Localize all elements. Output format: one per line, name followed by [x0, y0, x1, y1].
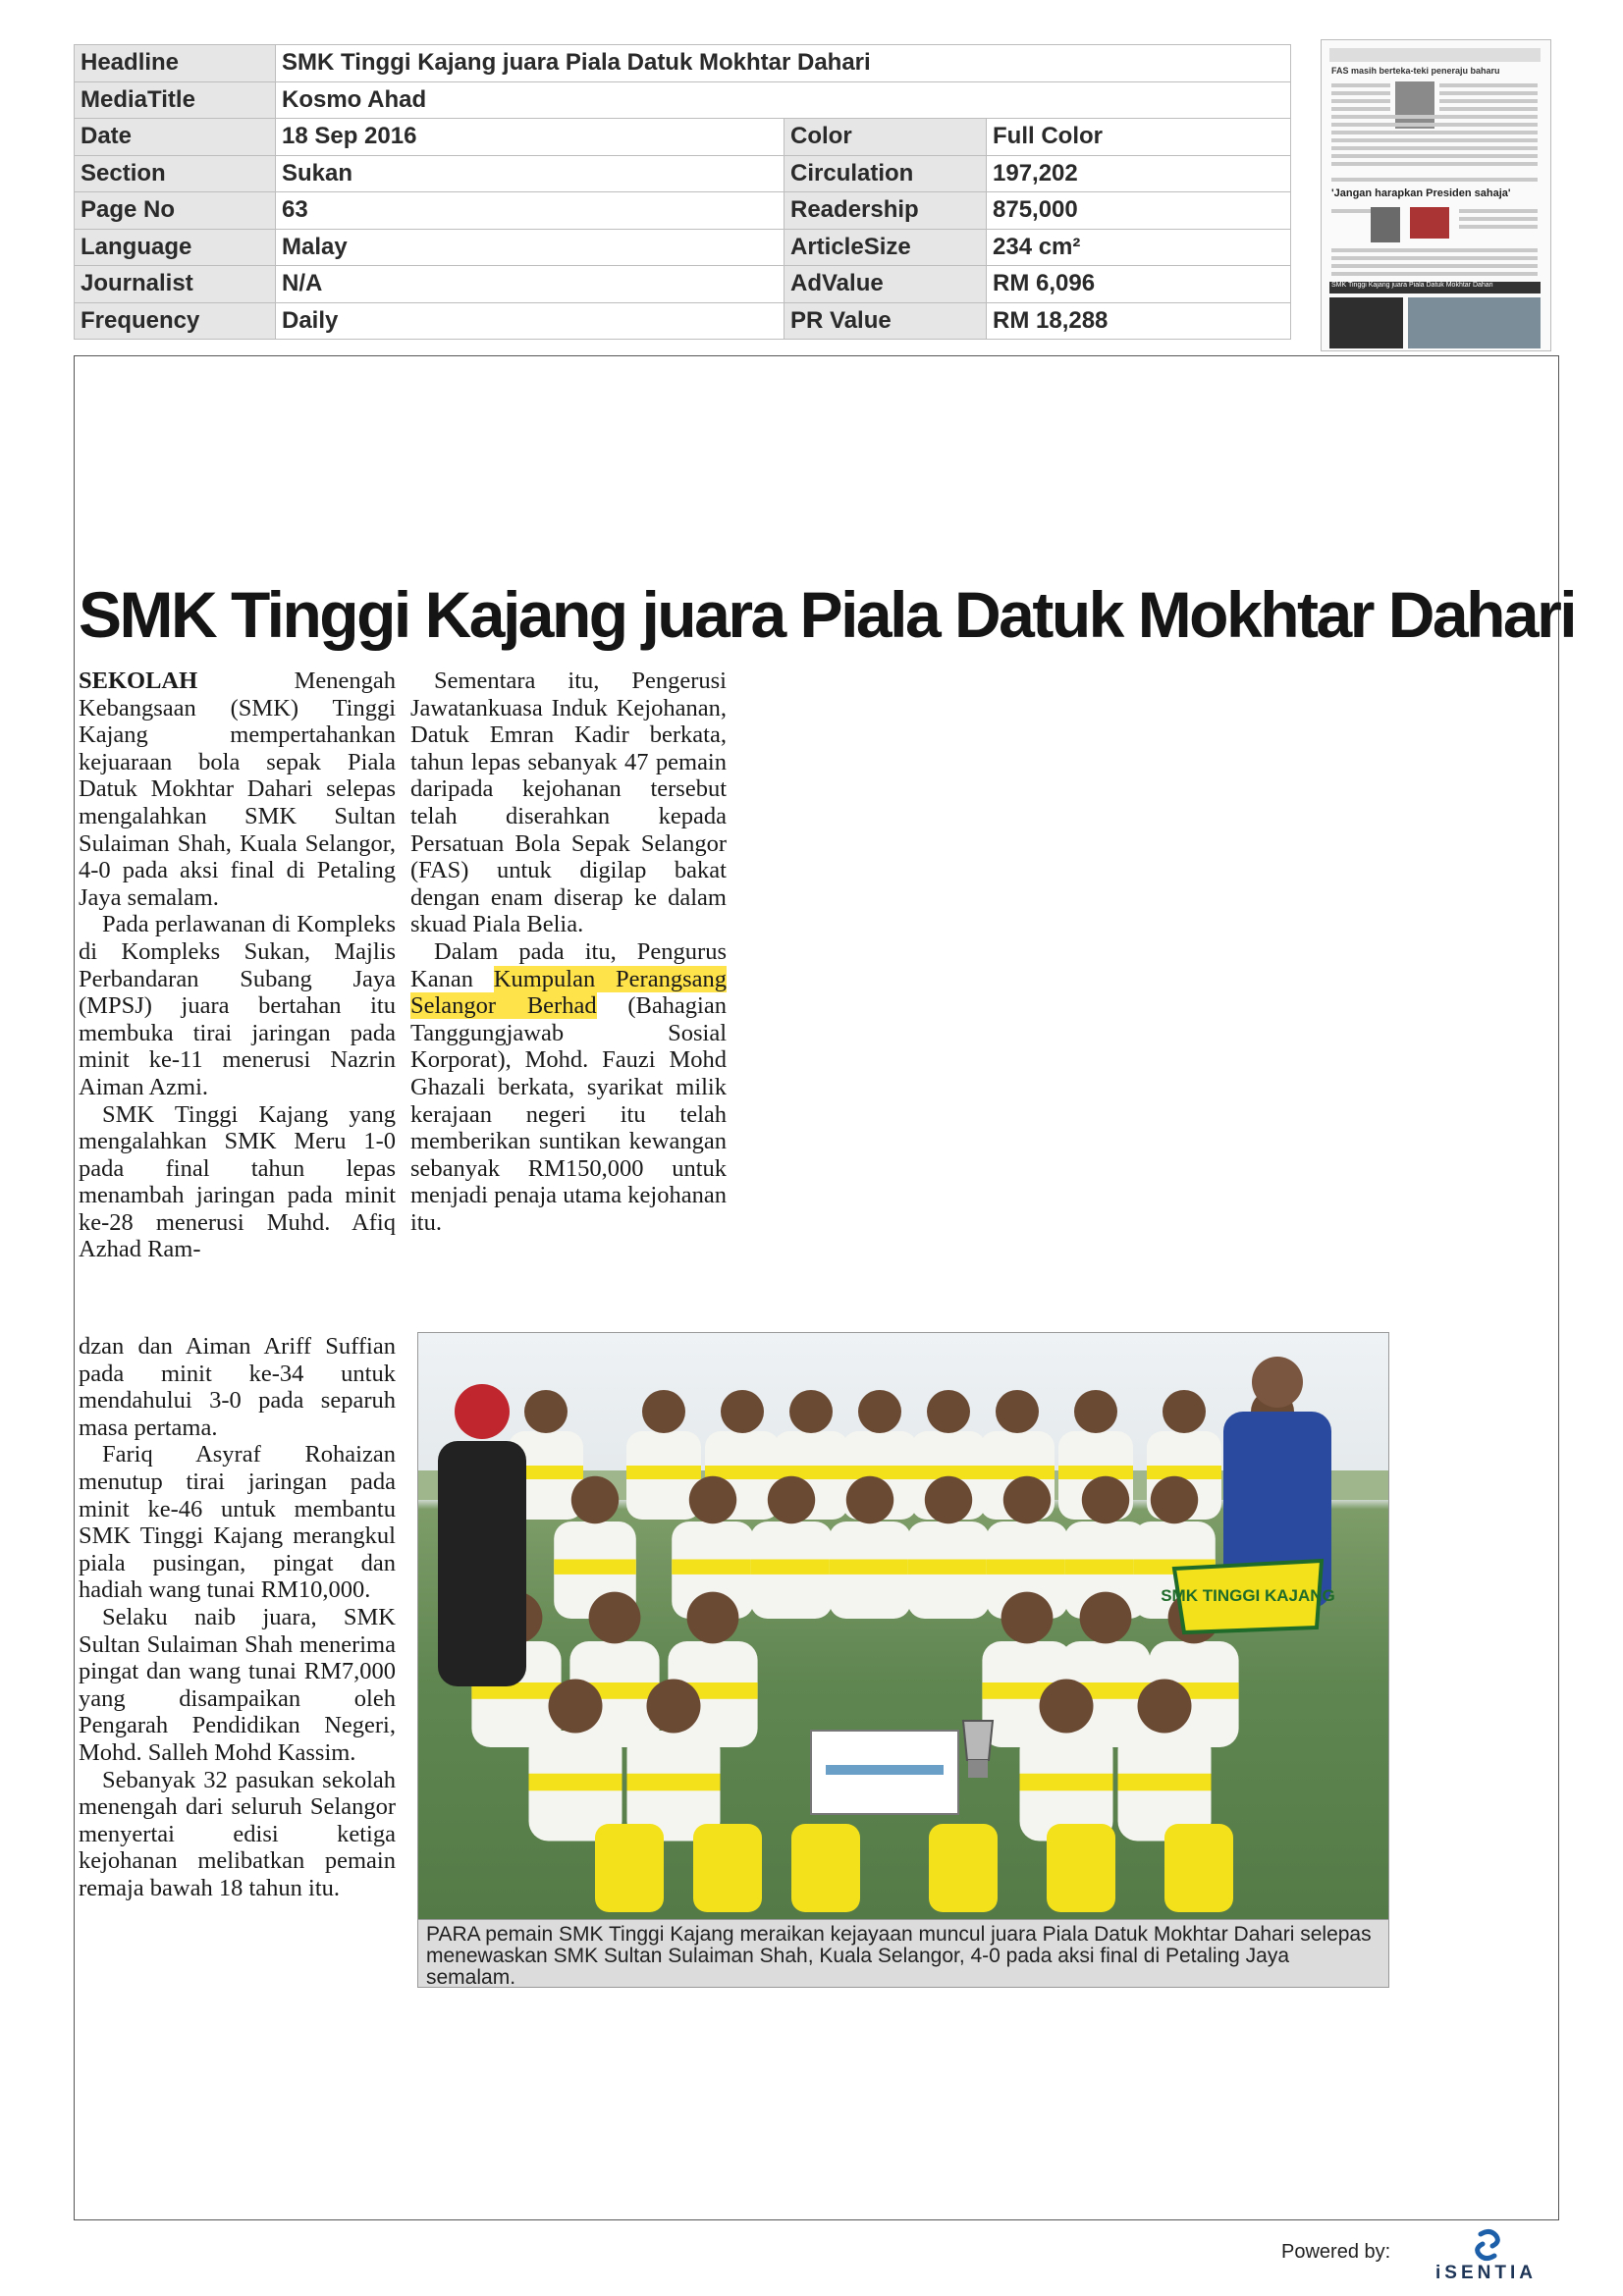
article-paragraph: Fariq Asyraf Rohaizan menutup tirai jaringan pada minit ke-46 untuk membantu SMK Tinggi Kajang merangkul piala pusingan, pingat dan hadiah wang tunai RM10,000. [79, 1441, 396, 1604]
thumbnail-strip: SMK Tinggi Kajang juara Piala Datuk Mokhtar Dahari [1329, 282, 1541, 294]
metadata-value: Kosmo Ahad [276, 81, 1291, 119]
highlighted-keyword: Kumpulan Perangsang Selangor Berhad [410, 965, 727, 1020]
metadata-row [75, 45, 1291, 82]
metadata-label: MediaTitle [75, 81, 276, 119]
metadata-row [75, 192, 1291, 230]
metadata-label: Journalist [75, 266, 276, 303]
metadata-value: Malay [276, 229, 784, 266]
metadata-label: Section [75, 155, 276, 192]
metadata-row [75, 155, 1291, 192]
metadata-value: 18 Sep 2016 [276, 119, 784, 156]
article-column-2 [410, 667, 727, 1236]
metadata-value: RM 6,096 [987, 266, 1291, 303]
article-paragraph: Sebanyak 32 pasukan sekolah menengah dari seluruh Selangor menyertai edisi ketiga kejohanan melibatkan pemain remaja bawah 18 tahun itu. [79, 1766, 396, 1901]
metadata-label: Language [75, 229, 276, 266]
metadata-value: 234 cm² [987, 229, 1291, 266]
page-thumbnail[interactable] [1321, 39, 1551, 351]
svg-text:SMK TINGGI KAJANG: SMK TINGGI KAJANG [1161, 1586, 1335, 1605]
thumbnail-headline-1: FAS masih berteka-teki peneraju baharu [1331, 66, 1500, 76]
metadata-label: AdValue [784, 266, 987, 303]
team-photo [417, 1332, 1389, 1921]
metadata-value: Sukan [276, 155, 784, 192]
article-paragraph: dzan dan Aiman Ariff Suffian pada minit ke-34 untuk mendahului 3-0 pada separuh masa pertama. [79, 1333, 396, 1441]
article-paragraph: Selaku naib juara, SMK Sultan Sulaiman Shah menerima pingat dan wang tunai RM7,000 yang disampaikan oleh Pengarah Pendidikan Negeri, Mohd. Salleh Mohd Kassim. [79, 1603, 396, 1766]
metadata-row [75, 266, 1291, 303]
isentia-brand: iSENTIA [1435, 2263, 1537, 2283]
metadata-row [75, 229, 1291, 266]
metadata-row [75, 302, 1291, 340]
thumbnail-headline-2: 'Jangan harapkan Presiden sahaja' [1331, 187, 1511, 199]
player-legs [1047, 1824, 1115, 1912]
coach-head [1252, 1357, 1303, 1408]
lead-word: SEKOLAH [79, 667, 198, 694]
metadata-label: Frequency [75, 302, 276, 340]
team-banner [1161, 1561, 1335, 1632]
metadata-body [75, 45, 1291, 340]
metadata-value: N/A [276, 266, 784, 303]
metadata-row [75, 81, 1291, 119]
powered-by-label: Powered by: [1281, 2241, 1391, 2263]
metadata-label: Readership [784, 192, 987, 230]
metadata-label: Circulation [784, 155, 987, 192]
player-legs [1164, 1824, 1233, 1912]
metadata-value: 875,000 [987, 192, 1291, 230]
coach-figure [438, 1441, 526, 1686]
article-column-1 [79, 667, 396, 1263]
article-paragraph: Pada perlawanan di Kompleks di Kompleks Sukan, Majlis Perbandaran Subang Jaya (MPSJ) juara bertahan itu membuka tirai jaringan pada minit ke-11 menerusi Nazrin Aiman Azmi. [79, 911, 396, 1100]
metadata-value: 63 [276, 192, 784, 230]
metadata-label: ArticleSize [784, 229, 987, 266]
metadata-table [74, 44, 1291, 340]
metadata-value: 197,202 [987, 155, 1291, 192]
player-legs [693, 1824, 762, 1912]
article-paragraph: SMK Tinggi Kajang yang mengalahkan SMK Meru 1-0 pada final tahun lepas menambah jaringan pada minit ke-28 menerusi Muhd. Afiq Azhad Ram- [79, 1100, 396, 1263]
metadata-label: Color [784, 119, 987, 156]
photo-caption: PARA pemain SMK Tinggi Kajang meraikan kejayaan muncul juara Piala Datuk Mokhtar Dahari selepas menewaskan SMK Sultan Sulaiman Shah, Kuala Selangor, 4-0 pada aksi final di Petaling Jaya semalam. [417, 1919, 1389, 1988]
article-paragraph: Sementara itu, Pengerusi Jawatankuasa Induk Kejohanan, Datuk Emran Kadir berkata, tahun lepas sebanyak 47 pemain daripada kejohanan tersebut telah diserahkan kepada Persatuan Bola Sepak Selangor (FAS) untuk digilap bakat dengan enam diserap ke dalam skuad Piala Belia. [410, 667, 727, 938]
article-headline: SMK Tinggi Kajang juara Piala Datuk Mokhtar Dahari [79, 578, 1576, 651]
player-legs [595, 1824, 664, 1912]
metadata-label: Headline [75, 45, 276, 82]
metadata-row [75, 119, 1291, 156]
metadata-label: PR Value [784, 302, 987, 340]
team-photo-illustration [418, 1333, 1389, 1921]
article-column-1-continued [79, 1333, 396, 1901]
metadata-value: Full Color [987, 119, 1291, 156]
metadata-value: RM 18,288 [987, 302, 1291, 340]
metadata-label: Date [75, 119, 276, 156]
metadata-value: Daily [276, 302, 784, 340]
coach-head [455, 1384, 510, 1439]
article-paragraph: SEKOLAH Menengah Kebangsaan (SMK) Tinggi Kajang mempertahankan kejuaraan bola sepak Piala Datuk Mokhtar Dahari selepas mengalahkan SMK Sultan Sulaiman Shah, Kuala Selangor, 4-0 pada aksi final di Petaling Jaya semalam. [79, 667, 396, 911]
article-paragraph: Dalam pada itu, Pengurus Kanan Kumpulan Perangsang Selangor Berhad (Bahagian Tanggungjawab Sosial Korporat), Mohd. Fauzi Mohd Ghazali berkata, syarikat milik kerajaan negeri itu telah memberikan suntikan kewangan sebanyak RM150,000 untuk menjadi penaja utama kejohanan itu. [410, 937, 727, 1236]
metadata-label: Page No [75, 192, 276, 230]
player-legs [791, 1824, 860, 1912]
metadata-value: SMK Tinggi Kajang juara Piala Datuk Mokhtar Dahari [276, 45, 1291, 82]
player-legs [929, 1824, 998, 1912]
